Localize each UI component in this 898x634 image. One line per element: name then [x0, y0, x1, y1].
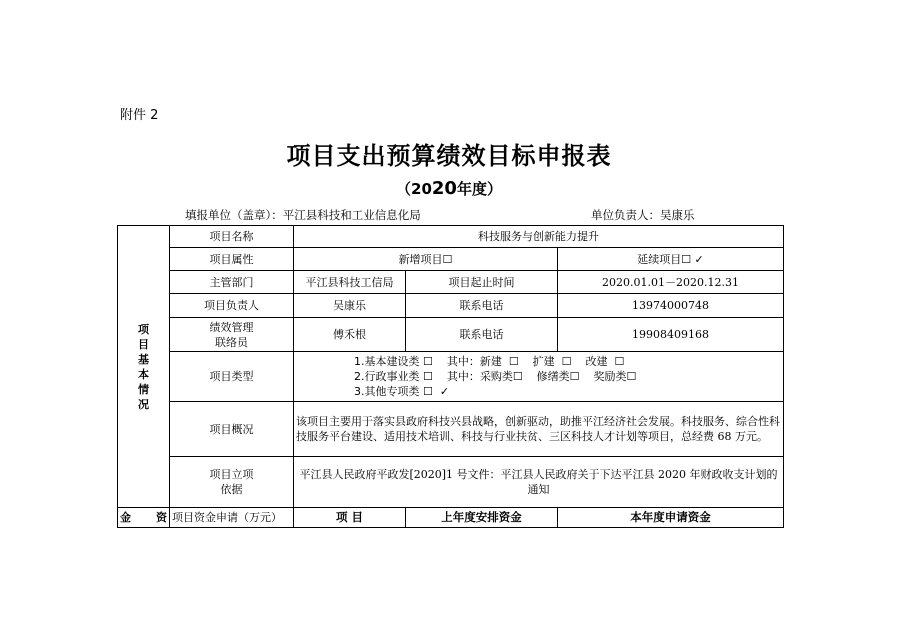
leader-phone-label: 联系电话: [406, 294, 558, 318]
col-item-header: 项 目: [294, 508, 406, 528]
project-name-value[interactable]: 科技服务与创新能力提升: [294, 226, 784, 248]
row-overview: [118, 402, 784, 457]
money-char-1: 金: [120, 511, 131, 524]
perf-contact-label-2: 联络员: [215, 335, 248, 349]
form-title: 项目支出预算绩效目标申报表: [286, 142, 612, 170]
leader-value[interactable]: 吴康乐: [294, 294, 406, 318]
perf-contact-value[interactable]: 傅禾根: [294, 318, 406, 352]
row-project-type: [118, 352, 784, 402]
row-basis: [118, 457, 784, 508]
row-dept: [118, 271, 784, 294]
project-type-options[interactable]: [294, 352, 784, 402]
filler-unit: 填报单位（盖章）：平江县科技和工业信息化局: [185, 208, 421, 222]
period-label: 项目起止时间: [406, 271, 558, 294]
unit-head: 单位负责人：吴康乐: [591, 208, 695, 222]
money-apply-label: 项目资金申请（万元）: [170, 508, 294, 528]
project-type-line-1[interactable]: 1.基本建设类 ☐ 其中：新建 ☐ 扩建 ☐ 改建 ☐: [354, 355, 625, 368]
perf-contact-label-1: 绩效管理: [209, 320, 254, 334]
basis-text[interactable]: 平江县人民政府平政发[2020]1 号文件：平江县人民政府关于下达平江县 2020 年财政收支计划的通知: [294, 457, 784, 508]
project-attr-label: 项目属性: [170, 248, 294, 271]
year-close: 年度）: [456, 180, 502, 198]
project-type-line-2[interactable]: 2.行政事业类 ☐ 其中：采购类☐ 修缮类☐ 奖励类☐: [354, 370, 637, 383]
overview-text[interactable]: 该项目主要用于落实县政府科技兴县战略，创新驱动，助推平江经济社会发展。科技服务、综合性科技服务平台建设、适用技术培训、科技与行业扶贫、三区科技人才计划等项目，总经费 68 万元。: [294, 402, 784, 457]
leader-label: 项目负责人: [170, 294, 294, 318]
period-value[interactable]: 2020.01.01－2020.12.31: [558, 271, 784, 294]
annex-label: 附件 2: [120, 108, 159, 123]
row-project-name: [118, 226, 784, 248]
perf-contact-label: [170, 318, 294, 352]
overview-label: 项目概况: [170, 402, 294, 457]
dept-label: 主管部门: [170, 271, 294, 294]
row-perf-contact: [118, 318, 784, 352]
year-line: [0, 178, 898, 199]
section-basic-info: 项 目 基 本 情 况: [118, 226, 170, 508]
perf-phone-label: 联系电话: [406, 318, 558, 352]
year-open: （20: [396, 180, 432, 198]
project-type-label: 项目类型: [170, 352, 294, 402]
basis-label-2: 依据: [220, 483, 243, 496]
basis-label: [170, 457, 294, 508]
row-project-attr: [118, 248, 784, 271]
leader-phone-value[interactable]: 13974000748: [558, 294, 784, 318]
col-this-year-header: 本年度申请资金: [558, 508, 784, 528]
continue-project-option[interactable]: 延续项目☐ ✓: [558, 248, 784, 271]
project-type-line-3[interactable]: 3.其他专项类 ☐ ✓: [354, 385, 450, 398]
basis-label-1: 项目立项: [209, 468, 254, 481]
row-money-header: [118, 508, 784, 528]
money-char-2: 资: [156, 511, 167, 524]
project-name-label: 项目名称: [170, 226, 294, 248]
budget-form-table: [117, 225, 784, 528]
col-last-year-header: 上年度安排资金: [406, 508, 558, 528]
dept-value[interactable]: 平江县科技工信局: [294, 271, 406, 294]
year-number: 20: [431, 178, 457, 199]
row-leader: [118, 294, 784, 318]
perf-phone-value[interactable]: 19908409168: [558, 318, 784, 352]
new-project-option[interactable]: 新增项目☐: [294, 248, 558, 271]
money-section-label: [118, 508, 170, 528]
